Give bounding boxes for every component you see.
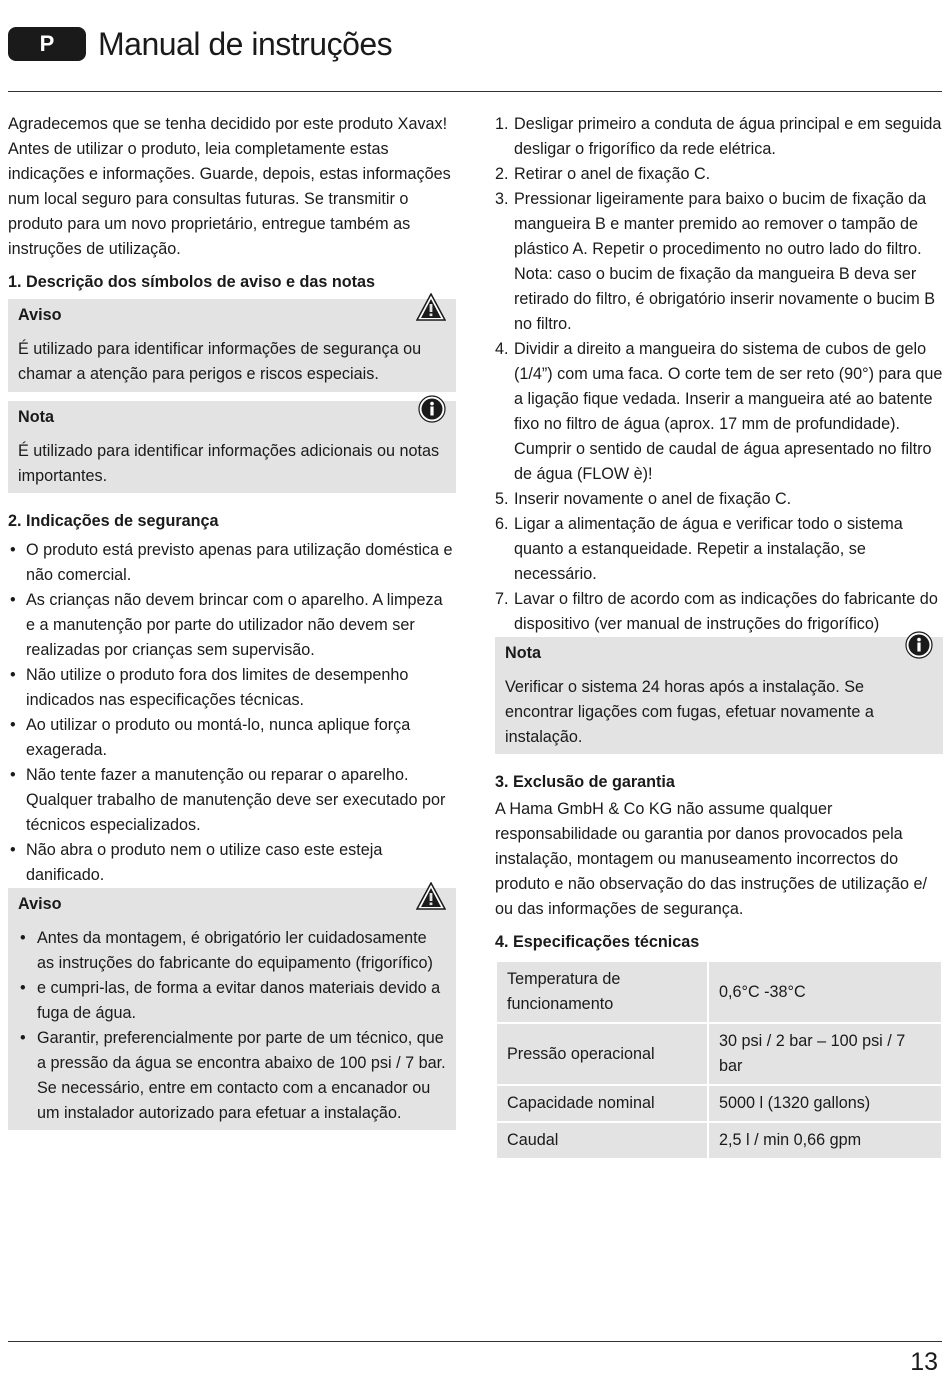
step-text: Ligar a alimentação de água e verificar todo o sistema quanto a estanqueidade. Repetir a instalação, se necessário. [514, 515, 903, 583]
note-box [8, 401, 456, 493]
warning-list [18, 926, 446, 1126]
safety-list [8, 538, 456, 888]
note-title: Nota [18, 408, 54, 426]
section2-heading: 2. Indicações de segurança [8, 512, 219, 530]
page-title: Manual de instruções [98, 25, 393, 62]
note-box [495, 637, 943, 754]
installation-steps [495, 112, 943, 637]
table-row [496, 961, 942, 1023]
table-row [496, 1023, 942, 1085]
step-item [495, 487, 943, 512]
note-text: É utilizado para identificar informações adicionais ou notas importantes. [18, 442, 440, 485]
list-item: • Antes da montagem, é obrigatório ler cuidadosamente as instruções do fabricante do equipamento (frigorífico) [18, 926, 446, 976]
list-item: • Não abra o produto nem o utilize caso este esteja danificado. [8, 838, 456, 888]
step-item [495, 112, 943, 162]
step-number: 7. [495, 590, 509, 608]
step-number: 6. [495, 515, 509, 533]
spec-label: Temperatura de funcionamento [496, 961, 708, 1023]
step-item [495, 512, 943, 587]
step-item [495, 187, 943, 337]
warning-title: Aviso [18, 306, 62, 324]
warning-box [8, 299, 456, 392]
spec-value: 30 psi / 2 bar – 100 psi / 7 bar [708, 1023, 942, 1085]
table-row [496, 1122, 942, 1159]
warning-triangle-icon [416, 293, 446, 329]
spec-label: Capacidade nominal [496, 1085, 708, 1122]
section3-heading: 3. Exclusão de garantia [495, 773, 675, 791]
list-item: • Não utilize o produto fora dos limites de desempenho indicados nas especificações técnicas. [8, 663, 456, 713]
spec-label: Pressão operacional [496, 1023, 708, 1085]
right-column [495, 112, 943, 1160]
page-header [8, 22, 392, 66]
step-text: Desligar primeiro a conduta de água principal e em seguida desligar o frigorífico da rede elétrica. [514, 115, 942, 158]
table-row [496, 1085, 942, 1122]
warning-triangle-icon [416, 882, 446, 918]
note-text: Verificar o sistema 24 horas após a instalação. Se encontrar ligações com fugas, efetuar novamente a instalação. [505, 678, 874, 746]
step-text: Retirar o anel de fixação C. [514, 165, 711, 183]
warranty-text: A Hama GmbH & Co KG não assume qualquer responsabilidade ou garantia por danos provocados pela instalação, montagem ou manuseamento incorrectos do produto e não observação do das instruções de utilização e/ ou das informações de segurança. [495, 800, 927, 918]
info-circle-icon [418, 395, 446, 431]
step-number: 5. [495, 490, 509, 508]
list-item: • Garantir, preferencialmente por parte de um técnico, que a pressão da água se encontra abaixo de 100 psi / 7 bar. Se necessário, entre em contacto com a encanador ou um instalador autorizado para efetuar a instalação. [18, 1026, 446, 1126]
spec-label: Caudal [496, 1122, 708, 1159]
step-number: 3. [495, 190, 509, 208]
step-item [495, 162, 943, 187]
intro-paragraph: Agradecemos que se tenha decidido por este produto Xavax! Antes de utilizar o produto, leia completamente estas indicações e informações. Guarde, depois, estas informações num local seguro para consultas futuras. Se transmitir o produto para um novo proprietário, entregue também as instruções de utilização. [8, 115, 451, 258]
left-column [8, 112, 456, 1130]
spec-value: 0,6°C -38°C [708, 961, 942, 1023]
step-number: 1. [495, 115, 509, 133]
step-text: Inserir novamente o anel de fixação C. [514, 490, 792, 508]
warning-box [8, 888, 456, 1130]
step-item [495, 337, 943, 487]
step-text: Lavar o filtro de acordo com as indicações do fabricante do dispositivo (ver manual de instruções do frigorífico) [514, 590, 938, 633]
list-item: • Ao utilizar o produto ou montá-lo, nunca aplique força exagerada. [8, 713, 456, 763]
section4-heading: 4. Especificações técnicas [495, 933, 700, 951]
section1-heading: 1. Descrição dos símbolos de aviso e das notas [8, 273, 376, 291]
header-divider [8, 91, 942, 92]
warning-title: Aviso [18, 895, 62, 913]
list-item: • e cumpri-las, de forma a evitar danos materiais devido a fuga de água. [18, 976, 446, 1026]
info-circle-icon [905, 631, 933, 667]
step-number: 2. [495, 165, 509, 183]
list-item: • O produto está previsto apenas para utilização doméstica e não comercial. [8, 538, 456, 588]
language-badge: P [8, 27, 86, 61]
step-item [495, 587, 943, 637]
note-title: Nota [505, 644, 541, 662]
step-text: Pressionar ligeiramente para baixo o bucim de fixação da mangueira B e manter premido ao remover o tampão de plástico A. Repetir o procedimento no outro lado do filtro. Nota: caso o bucim de fixação da mangueira B deva ser retirado do filtro, é obrigatório inserir novamente o bucim B no filtro. [514, 190, 936, 333]
footer-divider [8, 1341, 942, 1342]
spec-value: 5000 l (1320 gallons) [708, 1085, 942, 1122]
spec-value: 2,5 l / min 0,66 gpm [708, 1122, 942, 1159]
page-number: 13 [910, 1348, 938, 1376]
list-item: • As crianças não devem brincar com o aparelho. A limpeza e a manutenção por parte do utilizador não devem ser realizadas por crianças sem supervisão. [8, 588, 456, 663]
list-item: • Não tente fazer a manutenção ou reparar o aparelho. Qualquer trabalho de manutenção deve ser executado por técnicos especializados. [8, 763, 456, 838]
step-text: Dividir a direito a mangueira do sistema de cubos de gelo (1/4”) com uma faca. O corte tem de ser reto (90°) para que a ligação fique vedada. Inserir a mangueira até ao batente fixo no filtro de água (aprox. 17 mm de profundidade). Cumprir o sentido de caudal de água apresentado no filtro de água (FLOW è)! [514, 340, 943, 483]
warning-text: É utilizado para identificar informações de segurança ou chamar a atenção para perigos e riscos especiais. [18, 340, 422, 383]
step-number: 4. [495, 340, 509, 358]
spec-table [495, 960, 943, 1160]
